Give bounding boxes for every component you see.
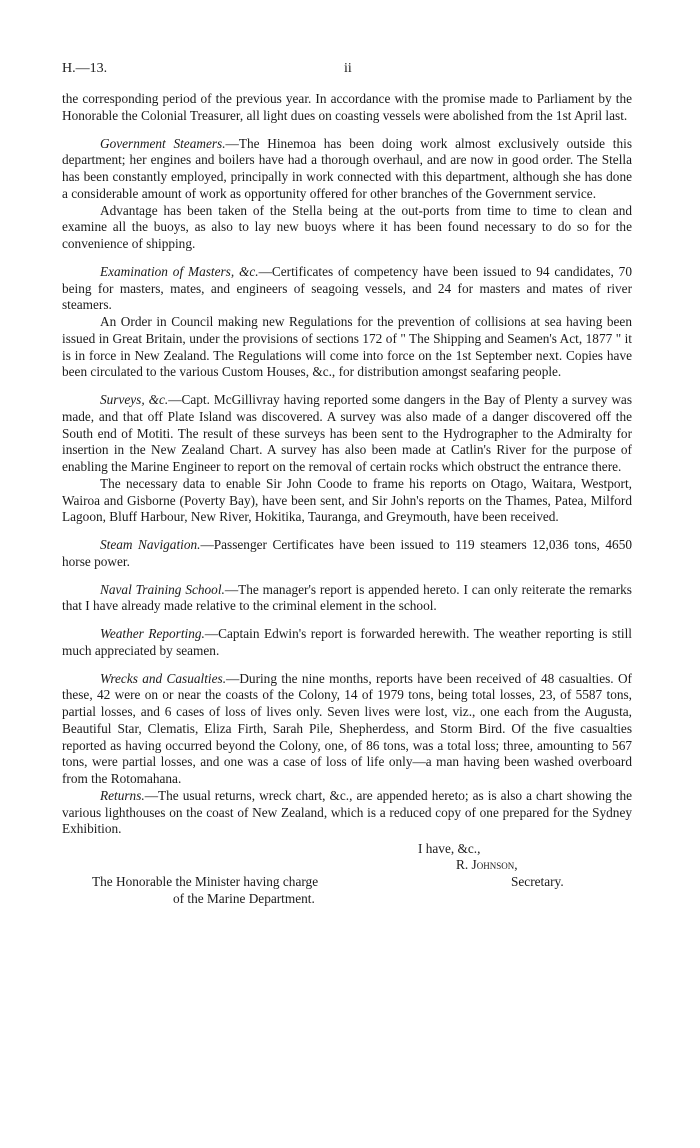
section-heading: Naval Training School. [100,581,225,597]
paragraph-steam-navigation: Steam Navigation.—Passenger Certificates have been issued to 119 steamers 12,036 tons, 4650 horse power. [62,537,632,569]
paragraph-weather-reporting: Weather Reporting.—Captain Edwin's report is forwarded herewith. The weather reporting is still much appreciated by seamen. [62,626,632,658]
paragraph-coode-reports: The necessary data to enable Sir John Coode to frame his reports on Otago, Waitara, Westport, Wairoa and Gisborne (Poverty Bay), have been sent, and Sir John's reports on the Thames, Patea, Milford Lagoon, Bluff Harbour, New River, Hokitika, Tauranga, and Greymouth, have been received. [62,475,632,525]
section-heading: Weather Reporting. [100,626,205,641]
signature-block [62,841,632,925]
section-heading: Steam Navigation. [100,537,201,552]
addressee-line-1: The Honorable the Minister having charge [92,874,319,889]
paragraph-continuation: the corresponding period of the previous year. In accordance with the promise made to Parliament by the Honorable the Colonial Treasurer, all light dues on coasting vessels were abolished from the 1st April last. [62,91,632,123]
section-heading: Returns. [100,787,145,803]
page-number: ii [344,61,352,76]
document-reference: H.—13. [62,61,108,76]
paragraph-surveys: Surveys, &c.—Capt. McGillivray having reported some dangers in the Bay of Plenty a survey was made, and that off Plate Island was discovered. A survey was also made of a danger discovered off the South end of Motiti. The result of these surveys has been sent to the Hydrographer to the Admiralty for insertion in the New Zealand Chart. A survey has also been made at Catlin's River for the purpose of enabling the Marine Engineer to report on the removal of certain rocks which obstruct the entrance there. [62,392,632,474]
report-body [62,91,632,925]
section-heading: Examination of Masters, &c. [100,263,259,279]
signatory-title: Secretary. [511,874,564,889]
section-heading: Wrecks and Casualties. [100,670,227,686]
paragraph-government-steamers: Government Steamers.—The Hinemoa has been doing work almost exclusively outside this department; her engines and boilers have had a thorough overhaul, and are now in good order. The Stella has been constantly employed, principally in work connected with this department, although she has done a considerable amount of work as opportunity offered for other branches of the Government service. [62,135,633,201]
paragraph-naval-training-school: Naval Training School.—The manager's report is appended hereto. I can only reiterate the remarks that I have already made relative to the criminal element in the school. [62,581,632,614]
addressee-line-2: of the Marine Department. [173,891,315,906]
section-heading: Government Steamers. [100,135,226,151]
paragraph-examination-of-masters: Examination of Masters, &c.—Certificates of competency have been issued to 94 candidates, 70 being for masters, mates, and engineers of seagoing vessels, and 24 for masters and mates of river steamers. [62,263,632,313]
section-heading: Surveys, &c. [100,392,169,407]
signatory-name: R. Johnson, [456,857,518,872]
paragraph-stella-buoys: Advantage has been taken of the Stella being at the out-ports from time to time to clean and examine all the buoys, as also to lay new buoys where it has been found necessary to do so for the convenience of shipping. [62,202,632,251]
paragraph-wrecks-and-casualties: Wrecks and Casualties.—During the nine months, reports have been received of 48 casualties. Of these, 42 were on or near the coasts of the Colony, 14 of 1979 tons, being total losses, 23, of 5587 tons, partial losses, and 6 cases of loss of lives only. Seven lives were lost, viz., one each from the Augusta, Beautiful Star, Clematis, Eliza Firth, Sarah Pile, Shepherdess, and Storm Bird. Of the five casualties reported as having occurred beyond the Colony, one, of 86 tons, was a total loss; three, amounting to 567 tons, were partial losses, and one was a case of loss of life only—a man having been washed overboard from the Rotomahana. [62,670,632,786]
paragraph-collision-regulations: An Order in Council making new Regulations for the prevention of collisions at sea having been issued in Great Britain, under the provisions of sections 172 of " The Shipping and Seamen's Act, 1877 " it is in force in New Zealand. The Regulations will come into force on the 1st September next. Copies have been circulated to the various Custom Houses, &c., for distribution amongst seafaring people. [62,314,632,380]
page-header [62,61,640,81]
paragraph-returns: Returns.—The usual returns, wreck chart, &c., are appended hereto; as is also a chart showing the various lighthouses on the coast of New Zealand, which is a reduced copy of one prepared for the Sydney Exhibition. [62,787,632,837]
closing-line: I have, &c., [418,841,481,856]
